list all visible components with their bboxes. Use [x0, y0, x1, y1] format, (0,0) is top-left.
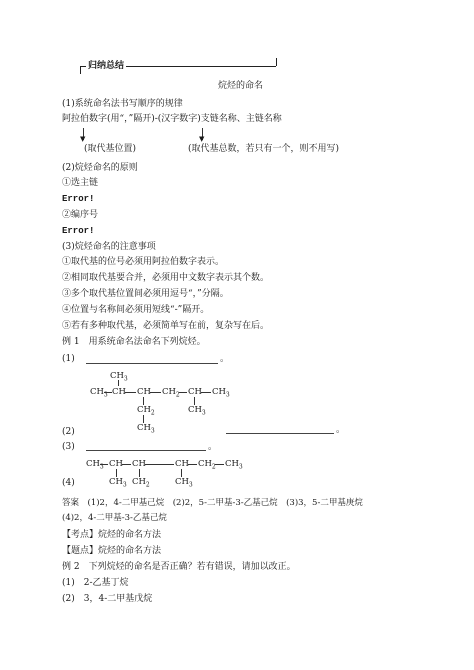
- question-number: (1): [62, 354, 75, 364]
- text-line: 阿拉伯数字(用“，”隔开)-(汉字数字)支链名称、主链名称: [62, 114, 282, 124]
- text-line: (2) 3，4-二甲基戊烷: [62, 594, 153, 604]
- error-text: Error!: [62, 194, 95, 204]
- bond: [181, 469, 182, 477]
- answer-blank: [86, 363, 218, 364]
- formula-group: $CH_3$: [90, 387, 108, 399]
- formula-group: CH: [109, 459, 123, 469]
- formula-group: $CH_2$: [137, 405, 155, 417]
- text-line: ①选主链: [62, 178, 99, 188]
- answer-blank: [226, 433, 334, 434]
- bond: [104, 392, 112, 393]
- period: 。: [208, 442, 218, 452]
- formula-group: CH: [175, 459, 189, 469]
- arrow-down-icon: ▼: [80, 135, 86, 143]
- question-number: (4): [62, 478, 75, 488]
- summary-label: 归纳总结: [88, 61, 125, 71]
- formula-group: $CH_2$: [198, 459, 216, 471]
- text-line: (3)烷烃命名的注意事项: [62, 242, 156, 252]
- formula-group: $CH_3$: [188, 405, 206, 417]
- bond: [145, 464, 174, 465]
- text-line: ③多个取代基位置间必须用逗号“，”分隔。: [62, 289, 229, 299]
- formula-group: CH: [137, 387, 151, 397]
- question-number: (2): [62, 427, 75, 437]
- bond: [194, 397, 195, 405]
- bond: [100, 464, 108, 465]
- arrow-down-icon: ▼: [199, 135, 205, 143]
- text-line: (1)系统命名法书写顺序的规律: [62, 99, 183, 109]
- text-line: (1) 2-乙基丁烷: [62, 578, 129, 588]
- text-line: ②编序号: [62, 210, 99, 220]
- bond: [139, 469, 140, 477]
- formula-group: $CH_3$: [212, 387, 230, 399]
- text-line: (取代基位置): [84, 144, 137, 154]
- kaodian: 【考点】烷烃的命名方法: [62, 530, 162, 540]
- example-heading: 例 1 用系统命名法命名下列烷烃。: [62, 337, 206, 347]
- bond: [116, 469, 117, 477]
- text-line: ②相同取代基要合并，必须用中文数字表示其个数。: [62, 273, 270, 283]
- formula-group: $CH_3$: [109, 477, 127, 489]
- text-line: (取代基总数，若只有一个，则不用写): [188, 144, 340, 154]
- formula-group: $CH_3$: [110, 371, 128, 383]
- text-line: ①取代基的位号必须用阿拉伯数字表示。: [62, 257, 225, 267]
- period: 。: [336, 425, 346, 435]
- section-title: 烷烃的命名: [218, 81, 264, 91]
- tidian: 【题点】烷烃的命名方法: [62, 546, 162, 556]
- bond: [125, 392, 136, 393]
- question-number: (3): [62, 442, 75, 452]
- formula-group: $CH_2$: [132, 477, 150, 489]
- formula-group: $CH_3$: [175, 477, 193, 489]
- answer-text: 答案 (1)2，4-二甲基己烷 (2)2，5-二甲基-3-乙基己烷 (3)3，5-二甲基庚烷: [62, 498, 363, 508]
- text-line: ④位置与名称间必须用短线“-”隔开。: [62, 305, 210, 315]
- bond: [150, 392, 161, 393]
- example-heading: 例 2 下列烷烃的命名是否正确？若有错误，请加以改正。: [62, 562, 296, 572]
- bond: [143, 397, 144, 405]
- formula-group: $CH_3$: [86, 459, 104, 471]
- error-text: Error!: [62, 226, 95, 236]
- formula-group: $CH_3$: [225, 459, 243, 471]
- formula-group: CH: [112, 387, 126, 397]
- formula-group: CH: [188, 387, 202, 397]
- formula-group: $CH_3$: [137, 423, 155, 435]
- period: 。: [220, 354, 230, 364]
- bond: [215, 464, 224, 465]
- bond: [143, 415, 144, 423]
- answer-text: (4)2，4-二甲基-3-乙基己烷: [62, 513, 167, 523]
- formula-group: $CH_2$: [162, 387, 180, 399]
- summary-bracket-left: [80, 66, 81, 74]
- bond: [179, 392, 187, 393]
- summary-bracket-right: [276, 58, 277, 66]
- bond: [201, 392, 211, 393]
- bond: [118, 380, 119, 386]
- answer-blank: [86, 450, 206, 451]
- formula-group: CH: [132, 459, 146, 469]
- bond: [122, 464, 131, 465]
- text-line: ⑤若有多种取代基，必须简单写在前，复杂写在后。: [62, 321, 270, 331]
- bond: [188, 464, 197, 465]
- text-line: (2)烷烃命名的原则: [62, 163, 138, 173]
